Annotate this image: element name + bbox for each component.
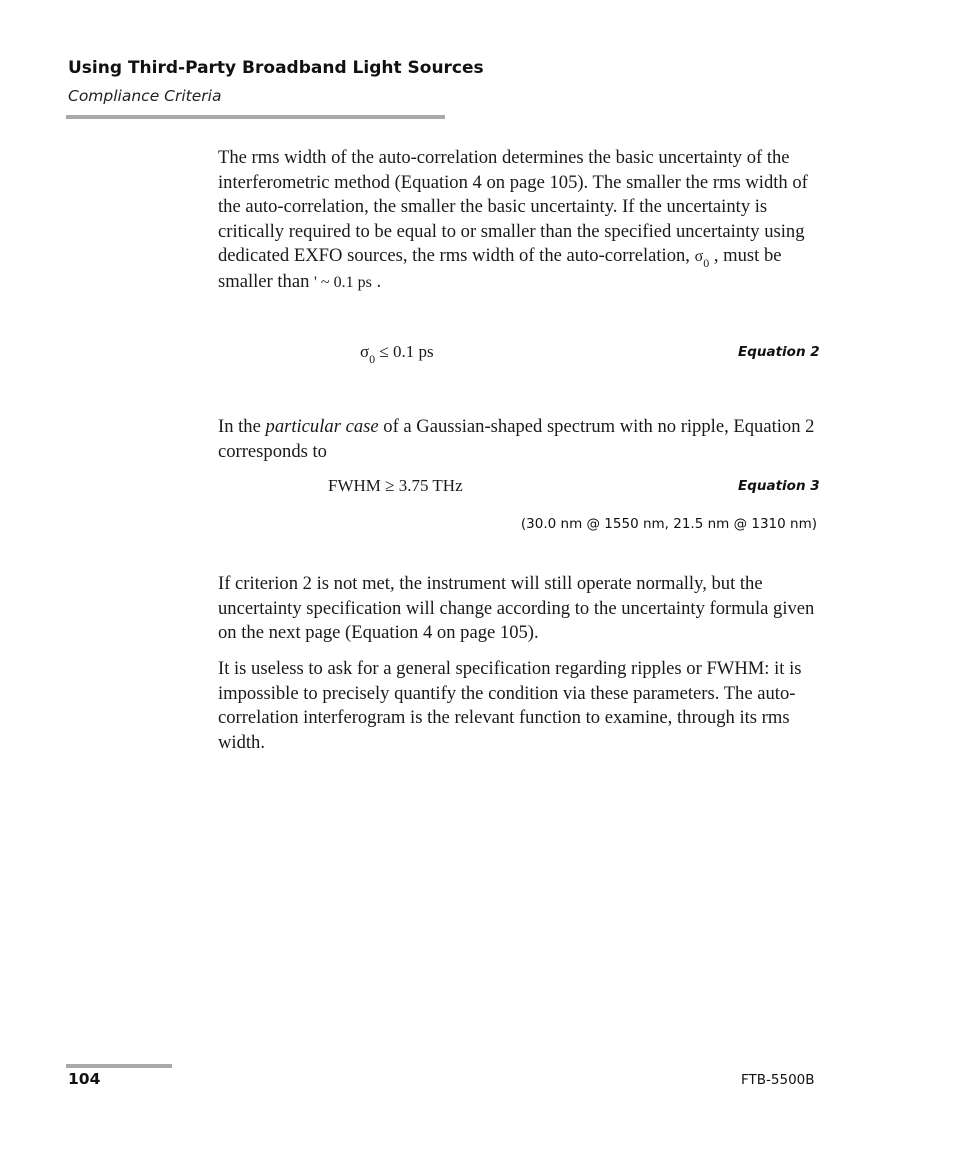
paragraph-gaussian-case: In the particular case of a Gaussian-shaped spectrum with no ripple, Equation 2 corresponds to	[218, 416, 815, 462]
paragraph-criterion-2: If criterion 2 is not met, the instrument will still operate normally, but the uncertainty specification will change according to the uncertainty formula given on the next page (Equation 4 on page 105).	[218, 573, 815, 644]
paragraph-text-mid: , must be smaller than	[218, 245, 782, 292]
product-model: FTB-5500B	[741, 1072, 815, 1088]
footer-divider	[66, 1064, 172, 1068]
paragraph-text-end: .	[371, 270, 382, 292]
paragraph-text: The rms width of the auto-correlation determines the basic uncertainty of the interferometric method (Equation 4 on page 105). The smaller the rms width of the auto-correlation, the smaller the basic uncertainty. If the uncertainty is critically required to be equal to or smaller than the specified uncertainty using dedicated EXFO sources, the rms width of the auto-correlation,	[218, 147, 808, 267]
equation-3-expression: FWHM ≥ 3.75 THz	[328, 476, 463, 495]
section-title: Using Third-Party Broadband Light Sources	[68, 58, 484, 78]
page-number: 104	[68, 1070, 101, 1088]
header-divider	[66, 115, 445, 119]
equation-3-label: Equation 3	[738, 478, 820, 494]
section-subtitle: Compliance Criteria	[68, 87, 222, 105]
equation-2-expression: $\sigma_0 \le 0.1$ ps	[360, 342, 434, 366]
equation-3-note: (30.0 nm @ 1550 nm, 21.5 nm @ 1310 nm)	[520, 516, 817, 532]
emphasis-particular-case: particular case	[265, 416, 379, 437]
inline-math: ' ~ 0.1 ps	[314, 273, 372, 291]
equation-2-label: Equation 2	[738, 344, 820, 360]
sigma-symbol: $\sigma_0$	[694, 248, 710, 271]
paragraph-general-specification: It is useless to ask for a general specification regarding ripples or FWHM: it is impossible to precisely quantify the condition via these parameters. The auto-correlation interferogram is the relevant function to examine, through its rms width.	[218, 658, 802, 753]
paragraph-rms-width	[218, 146, 818, 296]
